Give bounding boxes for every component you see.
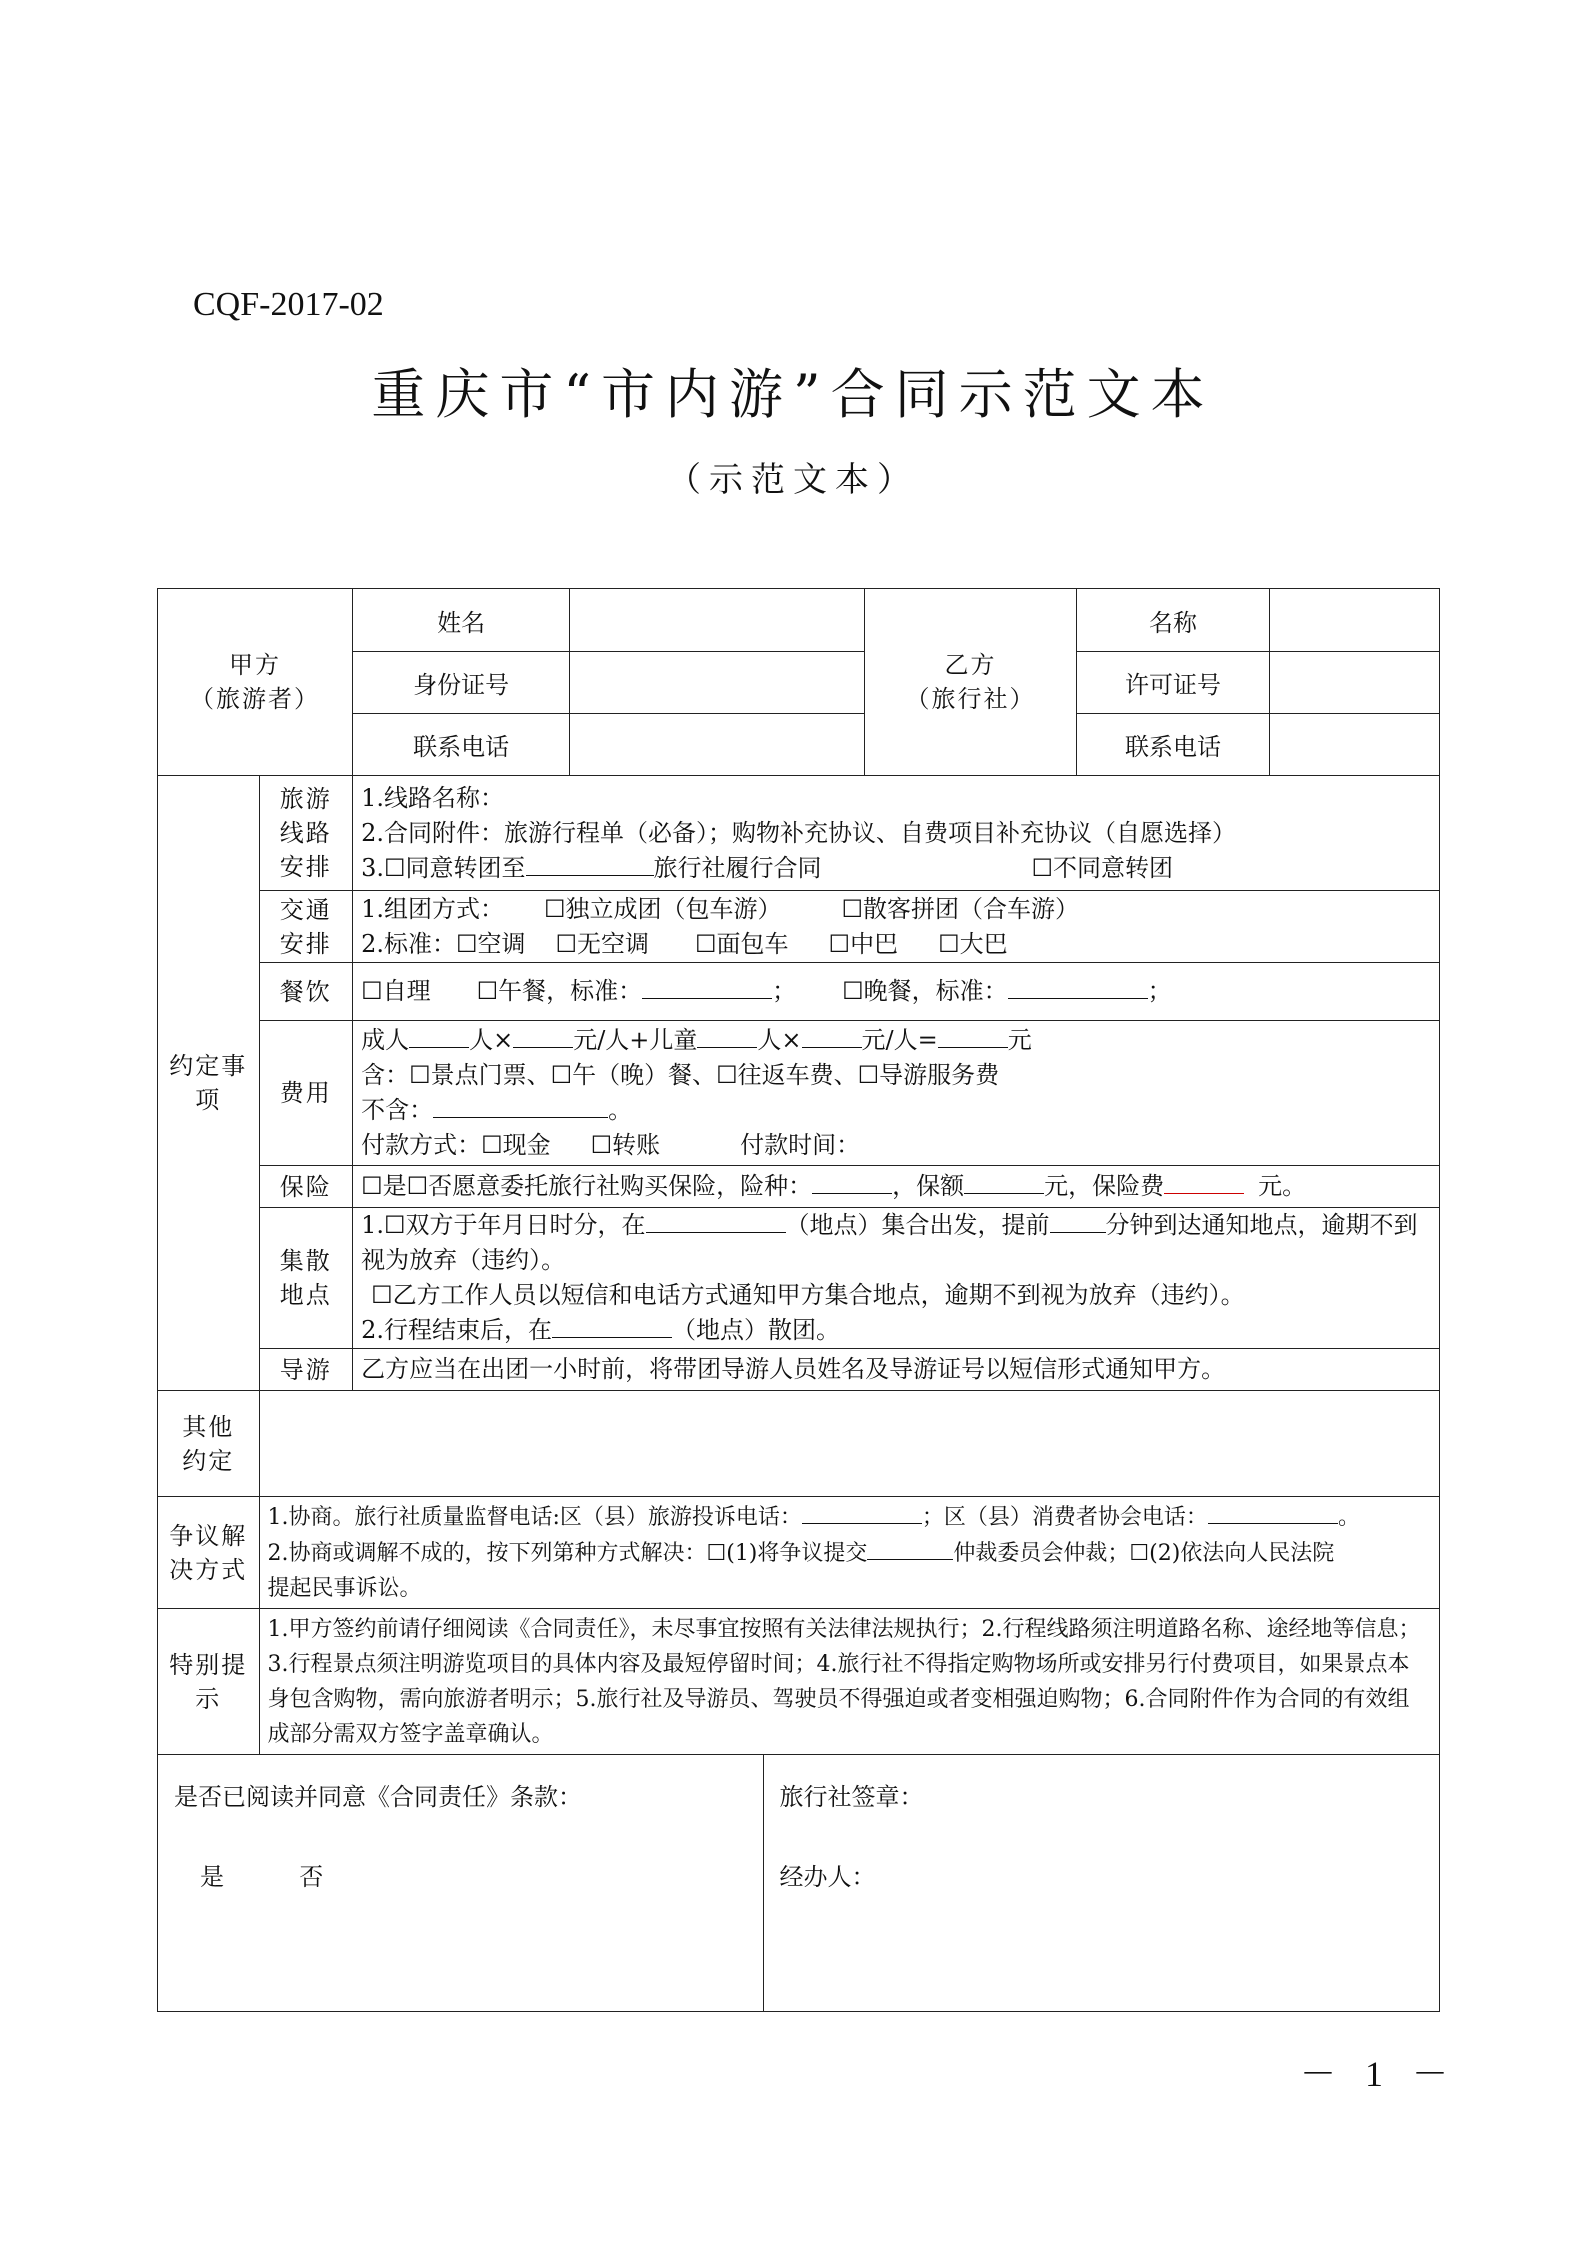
advance-minutes-blank[interactable] — [1050, 1208, 1106, 1233]
insurance-fee-blank[interactable] — [1164, 1169, 1244, 1194]
agreed-matters-label: 约定事 项 — [158, 776, 260, 1391]
adult-price-blank[interactable] — [513, 1023, 573, 1048]
party-b-label: 乙方 （旅行社） — [865, 589, 1077, 776]
party-b-license-label: 许可证号 — [1076, 652, 1269, 714]
other-agreements-field[interactable] — [259, 1391, 1439, 1497]
route-content: 1.线路名称： 2.合同附件：旅游行程单（必备）；购物补充协议、自费项目补充协议（自愿选择） 3.☐同意转团至 旅行社履行合同 ☐不同意转团 — [353, 776, 1440, 891]
transport-label: 交通 安排 — [259, 891, 353, 963]
total-price-blank[interactable] — [938, 1023, 1008, 1048]
child-count-blank[interactable] — [697, 1023, 757, 1048]
party-b-name-label: 名称 — [1076, 589, 1269, 652]
party-a-phone-label: 联系电话 — [353, 714, 570, 776]
dinner-standard-blank[interactable] — [1008, 974, 1148, 999]
transport-content: 1.组团方式： ☐独立成团（包车游） ☐散客拼团（合车游） 2.标准：☐空调 ☐无空调 ☐面包车 ☐中巴 ☐大巴 — [353, 891, 1440, 963]
lunch-standard-blank[interactable] — [642, 974, 772, 999]
special-notes-content: 1.甲方签约前请仔细阅读《合同责任》，未尽事宜按照有关法律法规执行；2.行程线路须注明道路名称、途经地等信息；3.行程景点须注明游览项目的具体内容及最短停留时间；4.旅行社不得指定购物场所或安排另行付费项目，如果景点本身包含购物，需向旅游者明示；5.旅行社及导游员、驾驶员不得强迫或者变相强迫购物；6.合同附件作为合同的有效组成部分需双方签字盖章确认。 — [259, 1609, 1439, 1755]
party-a-phone-field[interactable] — [570, 714, 865, 776]
insurance-label: 保险 — [259, 1166, 353, 1208]
party-a-name-field[interactable] — [570, 589, 865, 652]
agency-seal-label: 旅行社签章： — [779, 1783, 924, 1811]
assembly-place-blank[interactable] — [646, 1208, 786, 1233]
assembly-content: 1.☐双方于年月日时分，在 （地点）集合出发，提前 分钟到达通知地点，逾期不到 视为放弃（违约）。 ☐乙方工作人员以短信和电话方式通知甲方集合地点，逾期不到视为放弃（违约）。 2.行程结束后，在 （地点）散团。 — [353, 1208, 1440, 1349]
special-notes-label: 特别提 示 — [158, 1609, 260, 1755]
party-a-label: 甲方 （旅游者） — [158, 589, 353, 776]
party-b-phone-label: 联系电话 — [1076, 714, 1269, 776]
party-b-phone-field[interactable] — [1269, 714, 1439, 776]
party-b-name-field[interactable] — [1269, 589, 1439, 652]
party-a-name-label: 姓名 — [353, 589, 570, 652]
arbitration-committee-blank[interactable] — [867, 1535, 953, 1560]
tourism-complaint-phone-blank[interactable] — [802, 1499, 922, 1524]
handler-label: 经办人： — [779, 1863, 876, 1891]
meals-label: 餐饮 — [259, 963, 353, 1021]
guide-content: 乙方应当在出团一小时前，将带团导游人员姓名及导游证号以短信形式通知甲方。 — [353, 1349, 1440, 1391]
agree-yes-option[interactable]: 是 — [200, 1863, 224, 1891]
dispute-content: 1.协商。旅行社质量监督电话:区（县）旅游投诉电话： ；区（县）消费者协会电话： 。 2.协商或调解不成的，按下列第种方式解决：☐(1)将争议提交 仲裁委员会仲裁；☐(2)依法向人民法院 提起民事诉讼。 — [259, 1497, 1439, 1609]
party-a-id-label: 身份证号 — [353, 652, 570, 714]
agency-seal-cell — [763, 1755, 1439, 2012]
agreement-cell — [158, 1755, 764, 2012]
insurance-type-blank[interactable] — [812, 1169, 892, 1194]
insurance-content: ☐是☐否愿意委托旅行社购买保险，险种： ，保额 元，保险费 元。 — [353, 1166, 1440, 1208]
dismiss-place-blank[interactable] — [552, 1313, 672, 1338]
signature-table — [157, 1754, 1440, 2012]
adult-count-blank[interactable] — [409, 1023, 469, 1048]
guide-label: 导游 — [259, 1349, 353, 1391]
document-title: 重庆市“市内游”合同示范文本 — [371, 363, 1215, 426]
consumer-association-phone-blank[interactable] — [1208, 1499, 1338, 1524]
contract-table — [157, 588, 1440, 1755]
dispute-label: 争议解 决方式 — [158, 1497, 260, 1609]
transfer-agency-blank[interactable] — [526, 851, 654, 876]
agreement-question: 是否已阅读并同意《合同责任》条款： — [174, 1783, 582, 1811]
document-subtitle: （示范文本） — [667, 460, 919, 500]
party-a-id-field[interactable] — [570, 652, 865, 714]
insurance-amount-blank[interactable] — [964, 1169, 1044, 1194]
fees-content: 成人 人× 元/人+儿童 人× 元/人= 元 含：☐景点门票、☐午（晚）餐、☐往返车费、☐导游服务费 不含： 。 付款方式：☐现金 ☐转账 付款时间： — [353, 1021, 1440, 1166]
document-code: CQF-2017-02 — [193, 286, 384, 323]
fees-label: 费用 — [259, 1021, 353, 1166]
assembly-label: 集散 地点 — [259, 1208, 353, 1349]
excluded-items-blank[interactable] — [433, 1093, 608, 1118]
page-number: － 1 － — [1300, 2054, 1459, 2094]
child-price-blank[interactable] — [802, 1023, 862, 1048]
agree-no-option[interactable]: 否 — [299, 1863, 324, 1891]
party-b-license-field[interactable] — [1269, 652, 1439, 714]
meals-content: ☐自理 ☐午餐，标准： ； ☐晚餐，标准： ； — [353, 963, 1440, 1021]
route-label: 旅游 线路 安排 — [259, 776, 353, 891]
other-agreements-label: 其他 约定 — [158, 1391, 260, 1497]
